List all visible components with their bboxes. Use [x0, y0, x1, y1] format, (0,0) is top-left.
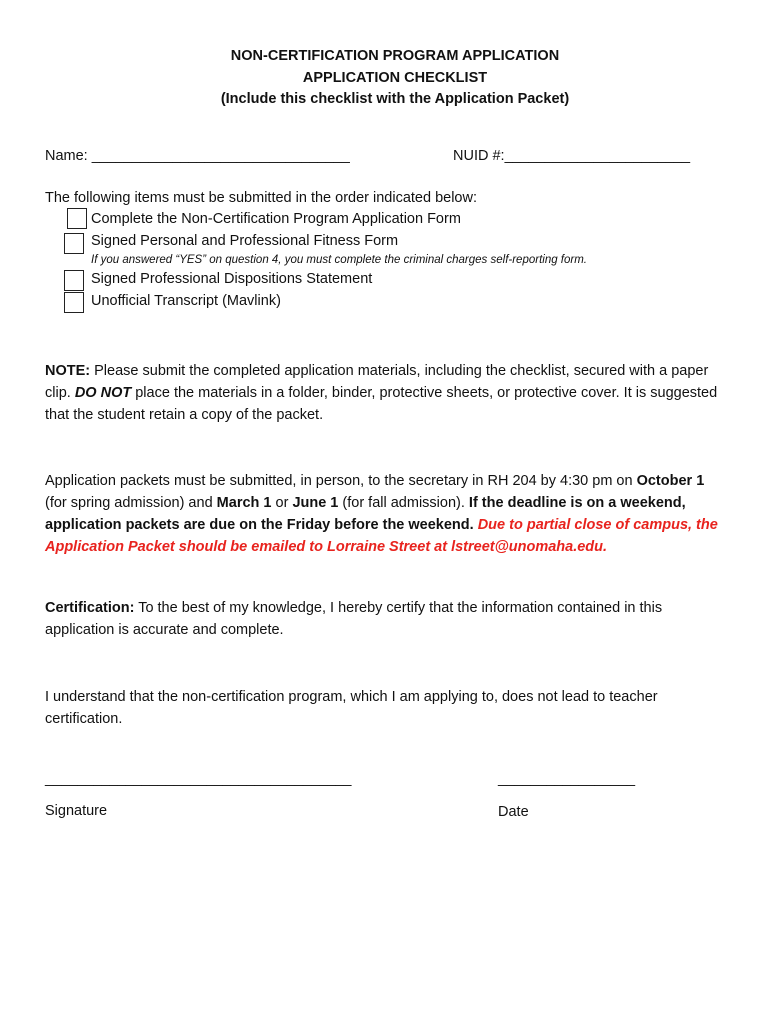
date-line[interactable]: _________________ — [498, 771, 636, 787]
checklist-item-dispositions: Signed Professional Dispositions Statement — [91, 271, 373, 287]
checkbox-dispositions[interactable] — [64, 270, 84, 291]
deadline-june: June 1 — [292, 495, 339, 511]
fitness-form-note: If you answered “YES” on question 4, you must complete the criminal charges self-reporting form. — [91, 254, 588, 266]
note-label: NOTE: — [45, 363, 91, 379]
deadline-text-3: or — [271, 495, 293, 511]
deadline-march: March 1 — [216, 495, 272, 511]
signature-line[interactable]: ______________________________________ — [45, 771, 352, 787]
checklist-intro: The following items must be submitted in the order indicated below: — [45, 190, 477, 206]
deadline-text-4: (for fall admission). — [338, 495, 469, 511]
deadline-paragraph — [45, 470, 725, 558]
checkbox-fitness-form[interactable] — [64, 233, 84, 254]
deadline-text-2: (for spring admission) and — [45, 495, 217, 511]
deadline-email-notice: Due to partial close of campus, the Application Packet should be emailed to Lorraine Street at lstreet@unomaha.edu. — [45, 517, 718, 555]
deadline-weekend: If the deadline is on a weekend, application packets are due on the Friday before the weekend. — [45, 495, 686, 533]
signature-label: Signature — [45, 803, 108, 819]
certification-paragraph — [45, 597, 725, 641]
nuid-field[interactable]: NUID #:_______________________ — [453, 148, 691, 164]
deadline-text-1: Application packets must be submitted, in person, to the secretary in RH 204 by 4:30 pm on — [45, 473, 637, 489]
include-subtitle: (Include this checklist with the Application Packet) — [220, 91, 570, 107]
understand-paragraph: I understand that the non-certification program, which I am applying to, does not lead to teacher certification. — [45, 689, 658, 727]
certification-text: To the best of my knowledge, I hereby certify that the information contained in this application is accurate and complete. — [45, 600, 663, 638]
form-title: NON-CERTIFICATION PROGRAM APPLICATION — [230, 48, 560, 64]
date-label: Date — [498, 804, 529, 820]
checklist-item-application-form: Complete the Non-Certification Program Application Form — [91, 211, 461, 227]
note-text-1: Please submit the completed application materials, including the checklist, secured with a paper clip. — [45, 363, 709, 401]
checklist-item-transcript: Unofficial Transcript (Mavlink) — [91, 293, 281, 309]
certification-label: Certification: — [45, 600, 135, 616]
checkbox-application-form[interactable] — [67, 208, 87, 229]
note-text-2: place the materials in a folder, binder, protective sheets, or protective cover. It is suggested that the student retain a copy of the packet. — [45, 385, 718, 423]
deadline-october: October 1 — [636, 473, 705, 489]
note-do-not: DO NOT — [74, 385, 132, 401]
checklist-item-fitness-form: Signed Personal and Professional Fitness Form — [91, 233, 399, 249]
checklist-title: APPLICATION CHECKLIST — [302, 70, 488, 86]
name-field[interactable]: Name: ________________________________ — [45, 148, 350, 164]
checkbox-transcript[interactable] — [64, 292, 84, 313]
note-paragraph — [45, 360, 725, 426]
